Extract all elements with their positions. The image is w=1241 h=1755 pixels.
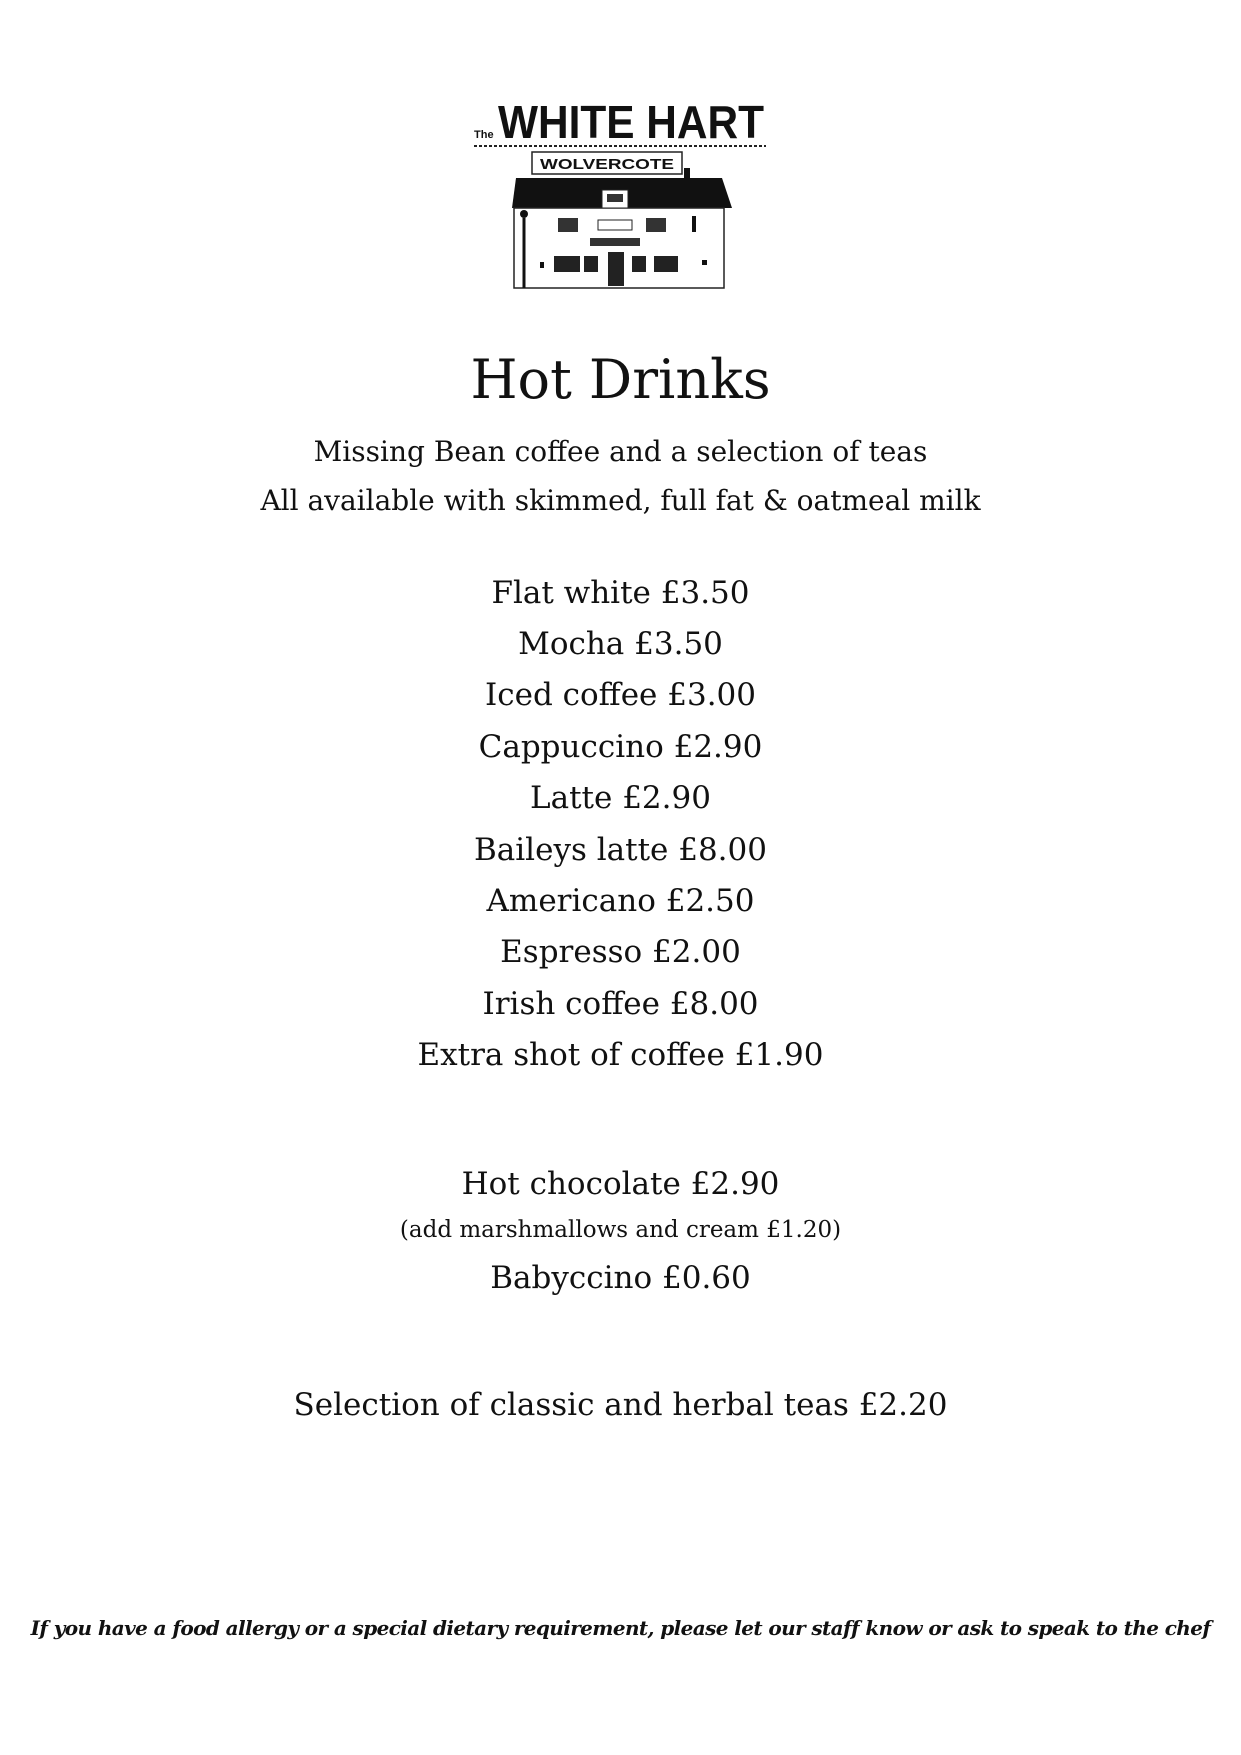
pub-logo	[470, 90, 800, 290]
page-title: Hot Drinks	[470, 348, 771, 411]
menu-item-extra-shot: Extra shot of coffee £1.90	[417, 1037, 824, 1073]
menu-item-babyccino: Babyccino £0.60	[490, 1260, 751, 1296]
logo-place: WOLVERCOTE	[540, 156, 674, 173]
menu-item-irish-coffee: Irish coffee £8.00	[482, 986, 759, 1022]
menu-item-hot-chocolate: Hot chocolate £2.90	[461, 1166, 780, 1202]
menu-item-teas: Selection of classic and herbal teas £2.20	[293, 1387, 948, 1423]
intro-line-1: Missing Bean coffee and a selection of teas	[313, 435, 928, 468]
menu-item-cappuccino: Cappuccino £2.90	[478, 729, 763, 765]
menu-item-americano: Americano £2.50	[486, 883, 755, 919]
logo-the: The	[474, 129, 494, 141]
menu-item-flat-white: Flat white £3.50	[491, 575, 750, 611]
menu-item-mocha: Mocha £3.50	[518, 626, 723, 662]
allergy-footer: If you have a food allergy or a special dietary requirement, please let our staff know or ask to speak to the chef	[30, 1616, 1211, 1640]
hot-chocolate-note: (add marshmallows and cream £1.20)	[399, 1217, 842, 1243]
logo-name: WHITE HART	[498, 96, 764, 148]
intro-line-2: All available with skimmed, full fat & oatmeal milk	[260, 484, 981, 517]
menu-item-iced-coffee: Iced coffee £3.00	[485, 677, 756, 713]
menu-item-baileys-latte: Baileys latte £8.00	[474, 832, 767, 868]
menu-item-latte: Latte £2.90	[530, 780, 711, 816]
menu-item-espresso: Espresso £2.00	[500, 934, 741, 970]
